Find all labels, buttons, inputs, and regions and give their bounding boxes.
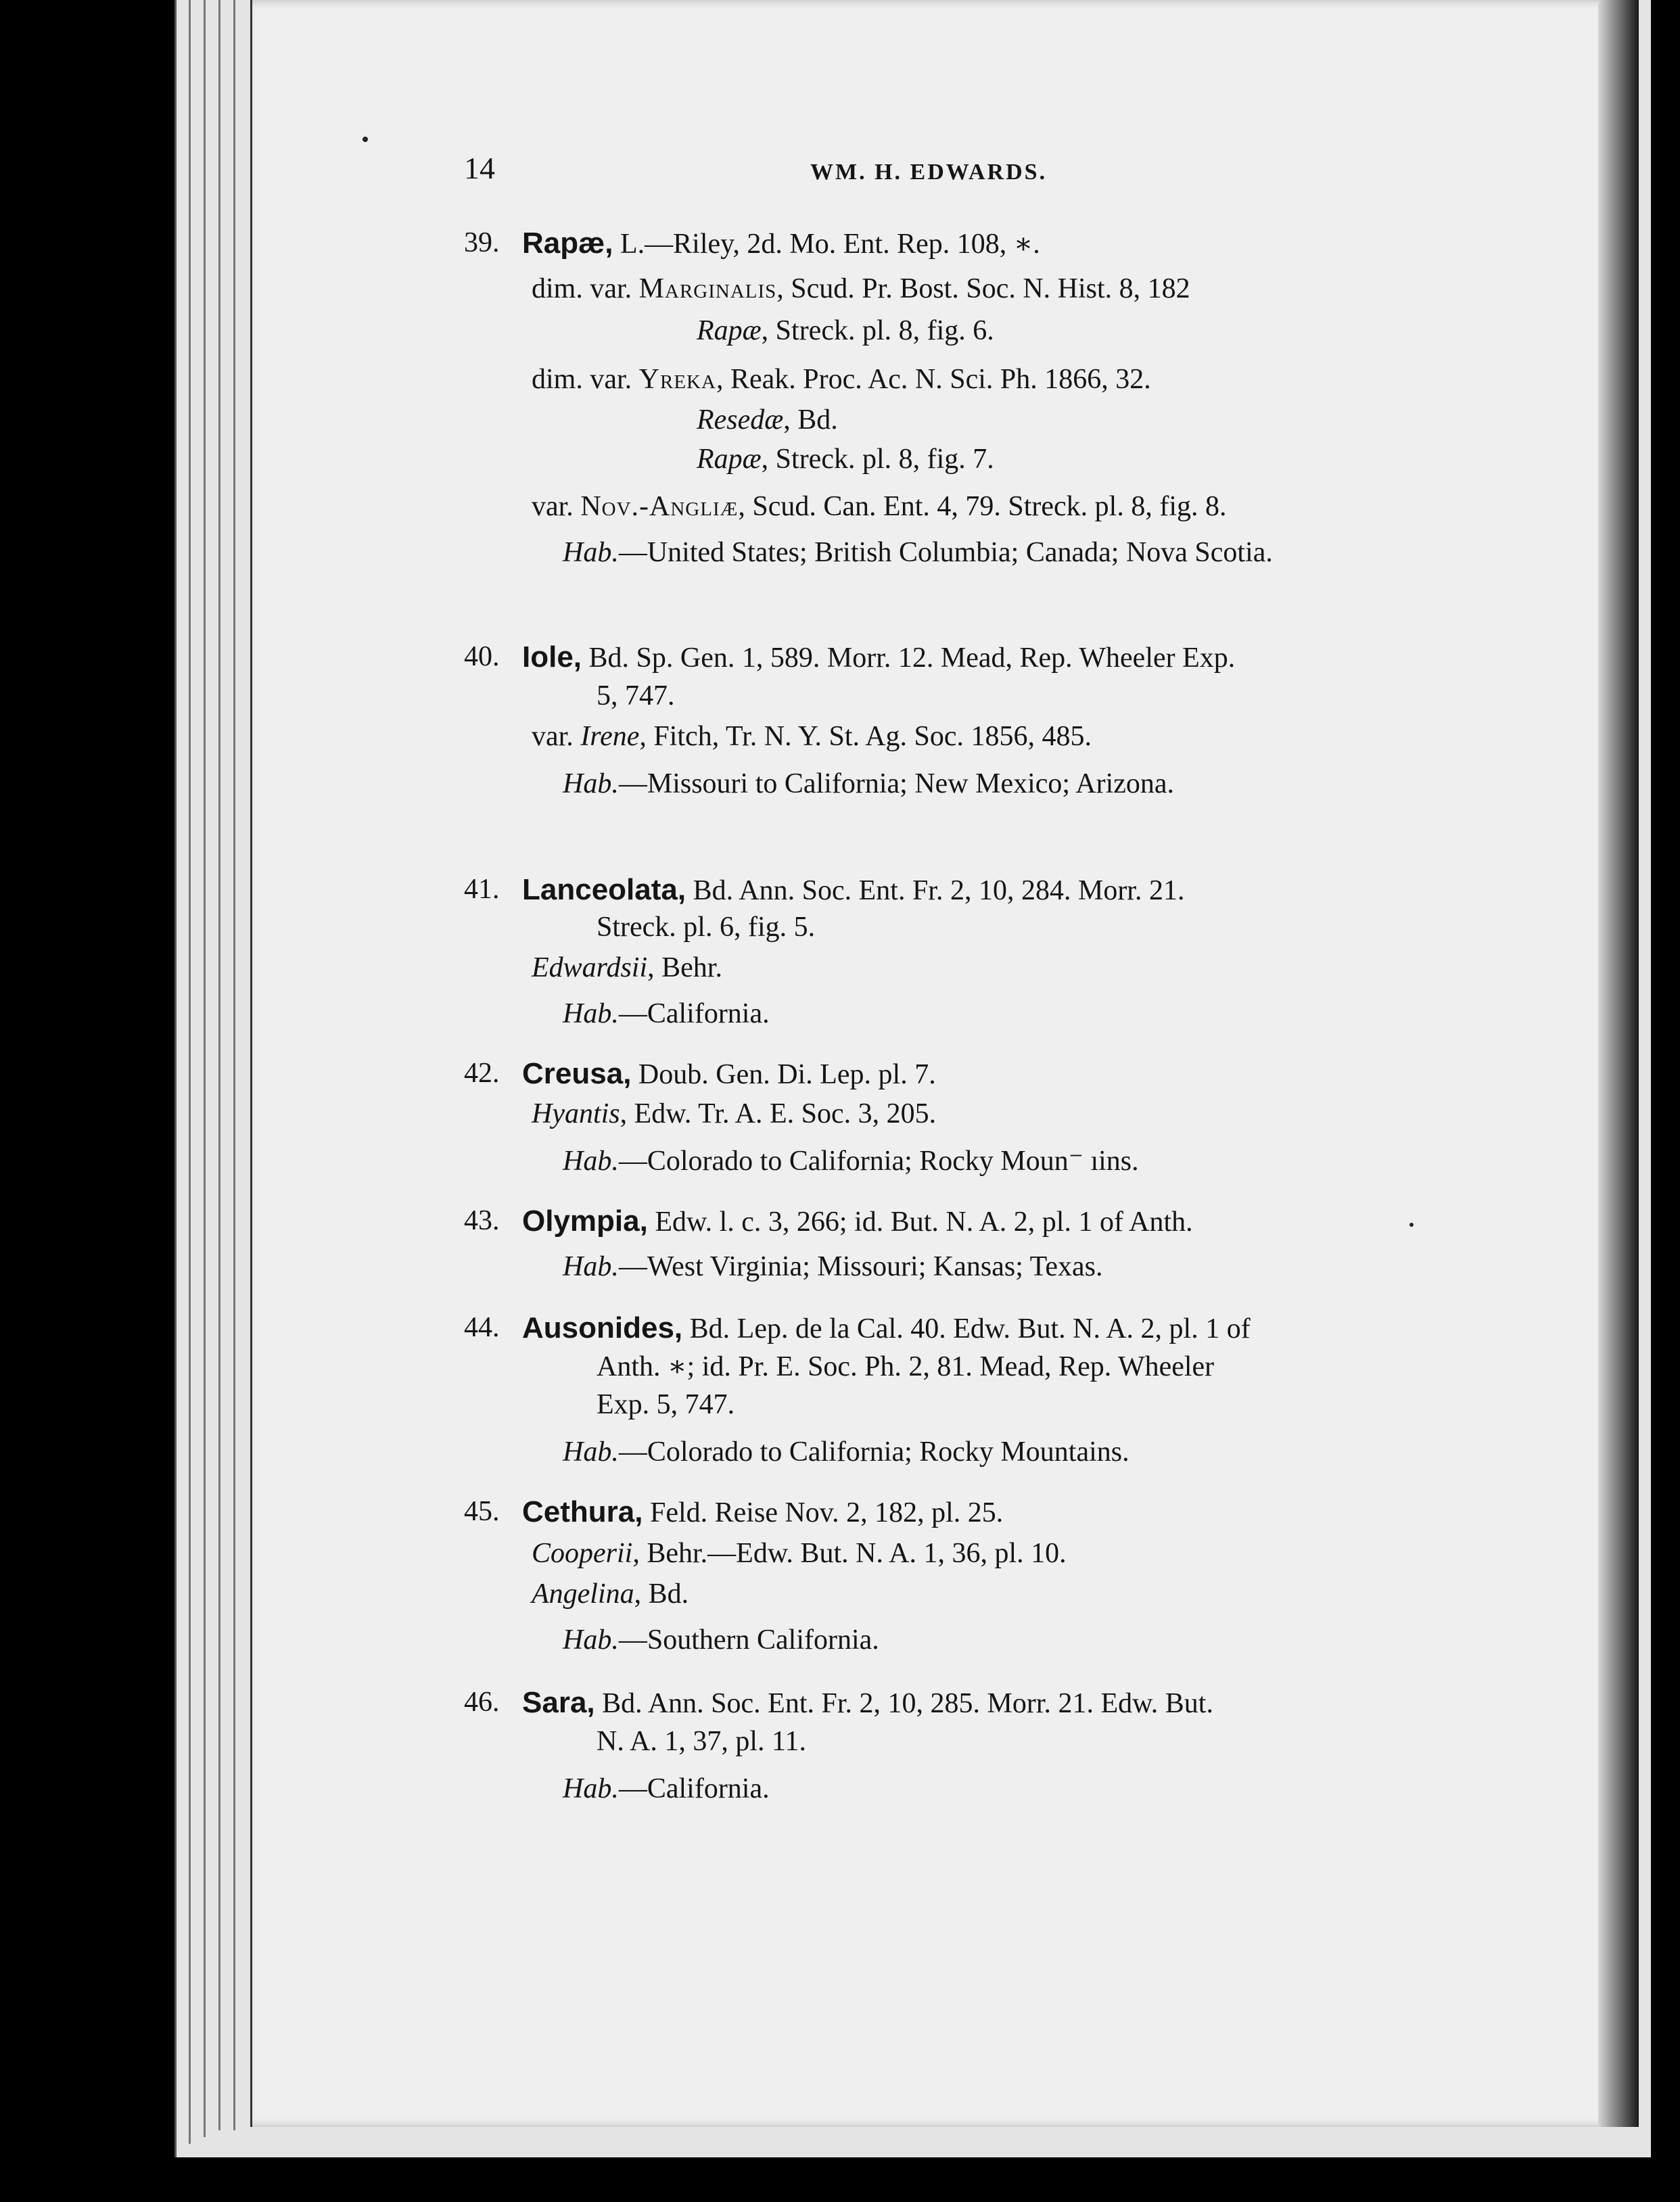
entry-44-continuation: Anth. ∗; id. Pr. E. Soc. Ph. 2, 81. Mead, Rep. Wheeler	[597, 1351, 1215, 1382]
citation: Bd. Sp. Gen. 1, 589. Morr. 12. Mead, Rep. Wheeler Exp.	[582, 642, 1236, 674]
species-name: Iole,	[522, 640, 582, 674]
entry-40-heading	[464, 640, 1236, 674]
entry-46-continuation: N. A. 1, 37, pl. 11.	[597, 1726, 806, 1757]
entry-46-heading	[464, 1686, 1213, 1719]
page-edge-line	[233, 0, 235, 2130]
synonym-name: Cooperii	[532, 1538, 633, 1569]
entry-number: 45.	[464, 1496, 500, 1527]
habitat-label: Hab.	[563, 1773, 619, 1804]
species-name: Ausonides,	[522, 1311, 683, 1344]
synonym-name: Rapæ	[697, 315, 762, 346]
entry-number: 46.	[464, 1687, 500, 1718]
habitat-label: Hab.	[563, 1251, 619, 1282]
synonym-name: Rapæ	[697, 444, 762, 475]
entry-40-continuation: 5, 747.	[597, 680, 675, 711]
entry-43-habitat: Hab.—West Virginia; Missouri; Kansas; Texas.	[563, 1251, 1103, 1282]
page-gutter-shadow	[1598, 0, 1639, 2127]
synonym-name: Angelina	[532, 1578, 634, 1610]
entry-46-habitat: Hab.—California.	[563, 1773, 770, 1804]
citation: Bd. Lep. de la Cal. 40. Edw. But. N. A. 2, pl. 1 of	[682, 1313, 1251, 1344]
entry-39-synonym: dim. var. Marginalis, Scud. Pr. Bost. Soc. N. Hist. 8, 182	[532, 273, 1190, 304]
entry-39-heading	[464, 227, 1040, 260]
entry-45-synonym: Angelina, Bd.	[532, 1578, 689, 1610]
entry-42-habitat: Hab.—Colorado to California; Rocky Moun⁻ ıins.	[563, 1146, 1139, 1177]
entry-44-continuation: Exp. 5, 747.	[597, 1389, 735, 1420]
entry-number: 43.	[464, 1205, 500, 1236]
variety-name: Marginalis	[638, 273, 777, 304]
page-number: 14	[464, 151, 495, 185]
synonym-name: Edwardsii	[532, 952, 648, 983]
entry-45-synonym: Cooperii, Behr.—Edw. But. N. A. 1, 36, pl. 10.	[532, 1538, 1067, 1569]
species-name: Lanceolata,	[522, 873, 686, 906]
entry-41-habitat: Hab.—California.	[563, 998, 770, 1029]
species-name: Olympia,	[522, 1204, 648, 1238]
page-edge-line	[218, 0, 220, 2130]
entry-41-continuation: Streck. pl. 6, fig. 5.	[597, 912, 816, 943]
entry-39-synonym: Resedæ, Bd.	[697, 404, 838, 436]
entry-42-heading	[464, 1057, 936, 1090]
habitat-label: Hab.	[563, 768, 619, 799]
variety-name: Yreka	[638, 364, 716, 395]
species-name: Cethura,	[522, 1495, 643, 1528]
page-edge-line	[204, 0, 206, 2137]
species-name: Creusa,	[522, 1057, 632, 1090]
entry-41-heading	[464, 873, 1185, 906]
entry-39-synonym: Rapæ, Streck. pl. 8, fig. 7.	[697, 444, 994, 475]
habitat-label: Hab.	[563, 1624, 619, 1656]
synonym-name: Resedæ	[697, 404, 784, 436]
entry-42-synonym: Hyantis, Edw. Tr. A. E. Soc. 3, 205.	[532, 1098, 937, 1129]
entry-41-synonym: Edwardsii, Behr.	[532, 952, 722, 983]
citation: L.—Riley, 2d. Mo. Ent. Rep. 108, ∗.	[613, 229, 1040, 260]
citation: Bd. Ann. Soc. Ent. Fr. 2, 10, 285. Morr. 21. Edw. But.	[594, 1688, 1213, 1719]
entry-44-heading	[464, 1311, 1251, 1344]
entry-number: 44.	[464, 1312, 500, 1343]
habitat-label: Hab.	[563, 537, 619, 568]
entry-number: 40.	[464, 641, 500, 672]
speck	[1409, 1223, 1414, 1227]
habitat-label: Hab.	[563, 1146, 619, 1177]
habitat-label: Hab.	[563, 998, 619, 1029]
speck	[363, 137, 368, 142]
citation: Bd. Ann. Soc. Ent. Fr. 2, 10, 284. Morr. 21.	[686, 875, 1185, 906]
variety-name: Nov.-Angliæ	[580, 491, 739, 522]
entry-45-habitat: Hab.—Southern California.	[563, 1624, 879, 1656]
page-edge-line	[189, 0, 191, 2144]
species-name: Sara,	[522, 1686, 595, 1719]
entry-39-synonym: Rapæ, Streck. pl. 8, fig. 6.	[697, 315, 994, 346]
entry-number: 41.	[464, 874, 500, 905]
habitat-label: Hab.	[563, 1436, 619, 1468]
entry-number: 39.	[464, 227, 500, 258]
variety-name: Irene	[580, 721, 640, 752]
entry-45-heading	[464, 1495, 1004, 1528]
entry-40-habitat: Hab.—Missouri to California; New Mexico; Arizona.	[563, 768, 1175, 799]
entry-39-habitat: Hab.—United States; British Columbia; Canada; Nova Scotia.	[563, 537, 1273, 568]
citation: Edw. l. c. 3, 266; id. But. N. A. 2, pl. 1 of Anth.	[647, 1207, 1193, 1238]
entry-43-heading	[464, 1204, 1193, 1238]
entry-39-synonym: var. Nov.-Angliæ, Scud. Can. Ent. 4, 79. Streck. pl. 8, fig. 8.	[532, 491, 1227, 522]
citation: Feld. Reise Nov. 2, 182, pl. 25.	[643, 1497, 1004, 1528]
entry-44-habitat: Hab.—Colorado to California; Rocky Mountains.	[563, 1436, 1129, 1468]
entry-number: 42.	[464, 1058, 500, 1089]
citation: Doub. Gen. Di. Lep. pl. 7.	[631, 1059, 936, 1090]
species-name: Rapæ,	[522, 227, 613, 260]
entry-40-synonym: var. Irene, Fitch, Tr. N. Y. St. Ag. Soc. 1856, 485.	[532, 721, 1092, 752]
running-head: WM. H. EDWARDS.	[810, 160, 1048, 185]
entry-39-synonym: dim. var. Yreka, Reak. Proc. Ac. N. Sci. Ph. 1866, 32.	[532, 364, 1151, 395]
synonym-name: Hyantis	[532, 1098, 620, 1129]
